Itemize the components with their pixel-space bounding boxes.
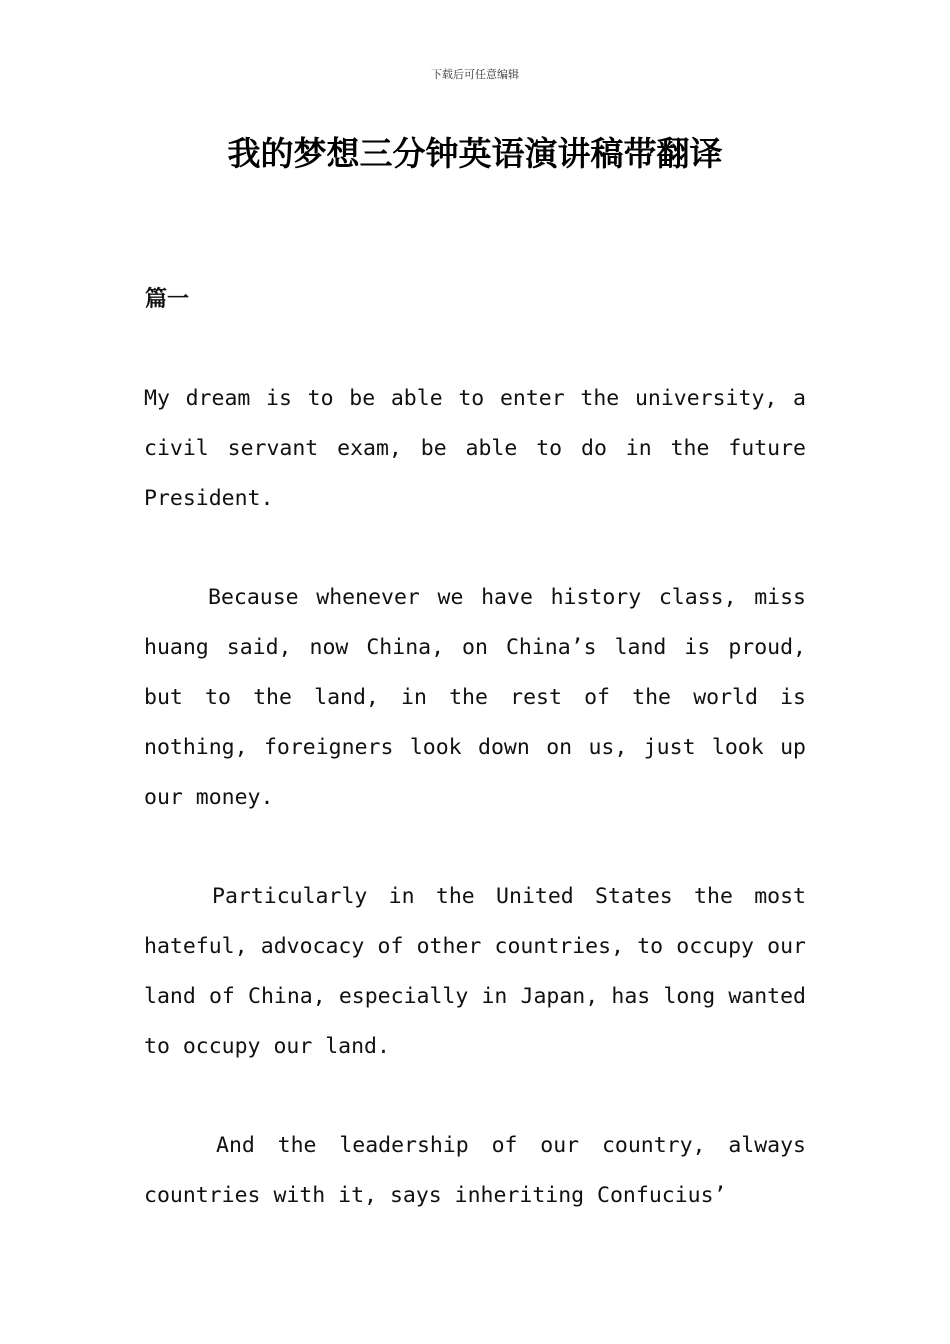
section-heading: 篇一 <box>145 286 190 312</box>
document-title: 我的梦想三分钟英语演讲稿带翻译 <box>227 134 723 173</box>
paragraph-1: My dream is to be able to enter the university, a civil servant exam, be able to do in the future President. <box>144 386 806 511</box>
header-note: 下载后可任意编辑 <box>431 68 519 81</box>
paragraph-4: And the leadership of our country, always countries with it, says inheriting Confucius’ <box>144 1133 806 1208</box>
paragraph-3: Particularly in the United States the most hateful, advocacy of other countries, to occupy our land of China, especially in Japan, has long wanted to occupy our land. <box>144 884 806 1059</box>
paragraph-2: Because whenever we have history class, miss huang said, now China, on China’s land is proud, but to the land, in the rest of the world is nothing, foreigners look down on us, just look up our money. <box>144 585 806 810</box>
